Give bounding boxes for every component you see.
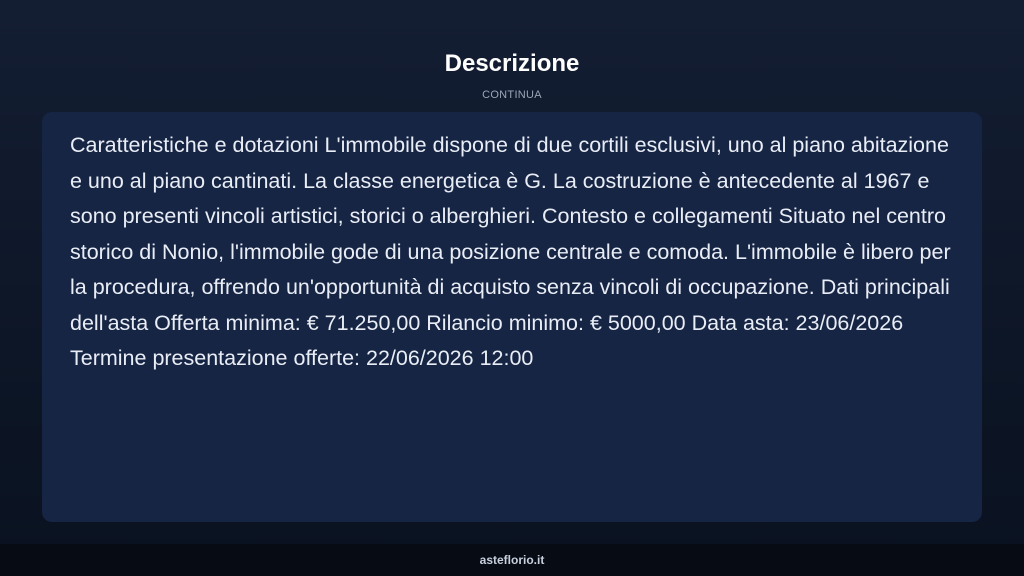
page-header bbox=[0, 48, 1024, 102]
page-title: Descrizione bbox=[444, 50, 580, 77]
description-text: Caratteristiche e dotazioni L'immobile dispone di due cortili esclusivi, uno al piano abitazione e uno al piano cantinati. La classe energetica è G. La costruzione è antecedente al 1967 e sono presenti vincoli artistici, storici o alberghieri. Contesto e collegamenti Situato nel centro storico di Nonio, l'immobile gode di una posizione centrale e comoda. L'immobile è libero per la procedura, offrendo un'opportunità di acquisto senza vincoli di occupazione. Dati principali dell'asta Offerta minima: € 71.250,00 Rilancio minimo: € 5000,00 Data asta: 23/06/2026 Termine presentazione offerte: 22/06/2026 12:00 bbox=[70, 133, 951, 370]
description-card bbox=[42, 112, 982, 522]
footer-bar bbox=[0, 544, 1024, 576]
continue-label[interactable]: CONTINUA bbox=[482, 89, 542, 101]
site-name: asteflorio.it bbox=[479, 553, 545, 567]
